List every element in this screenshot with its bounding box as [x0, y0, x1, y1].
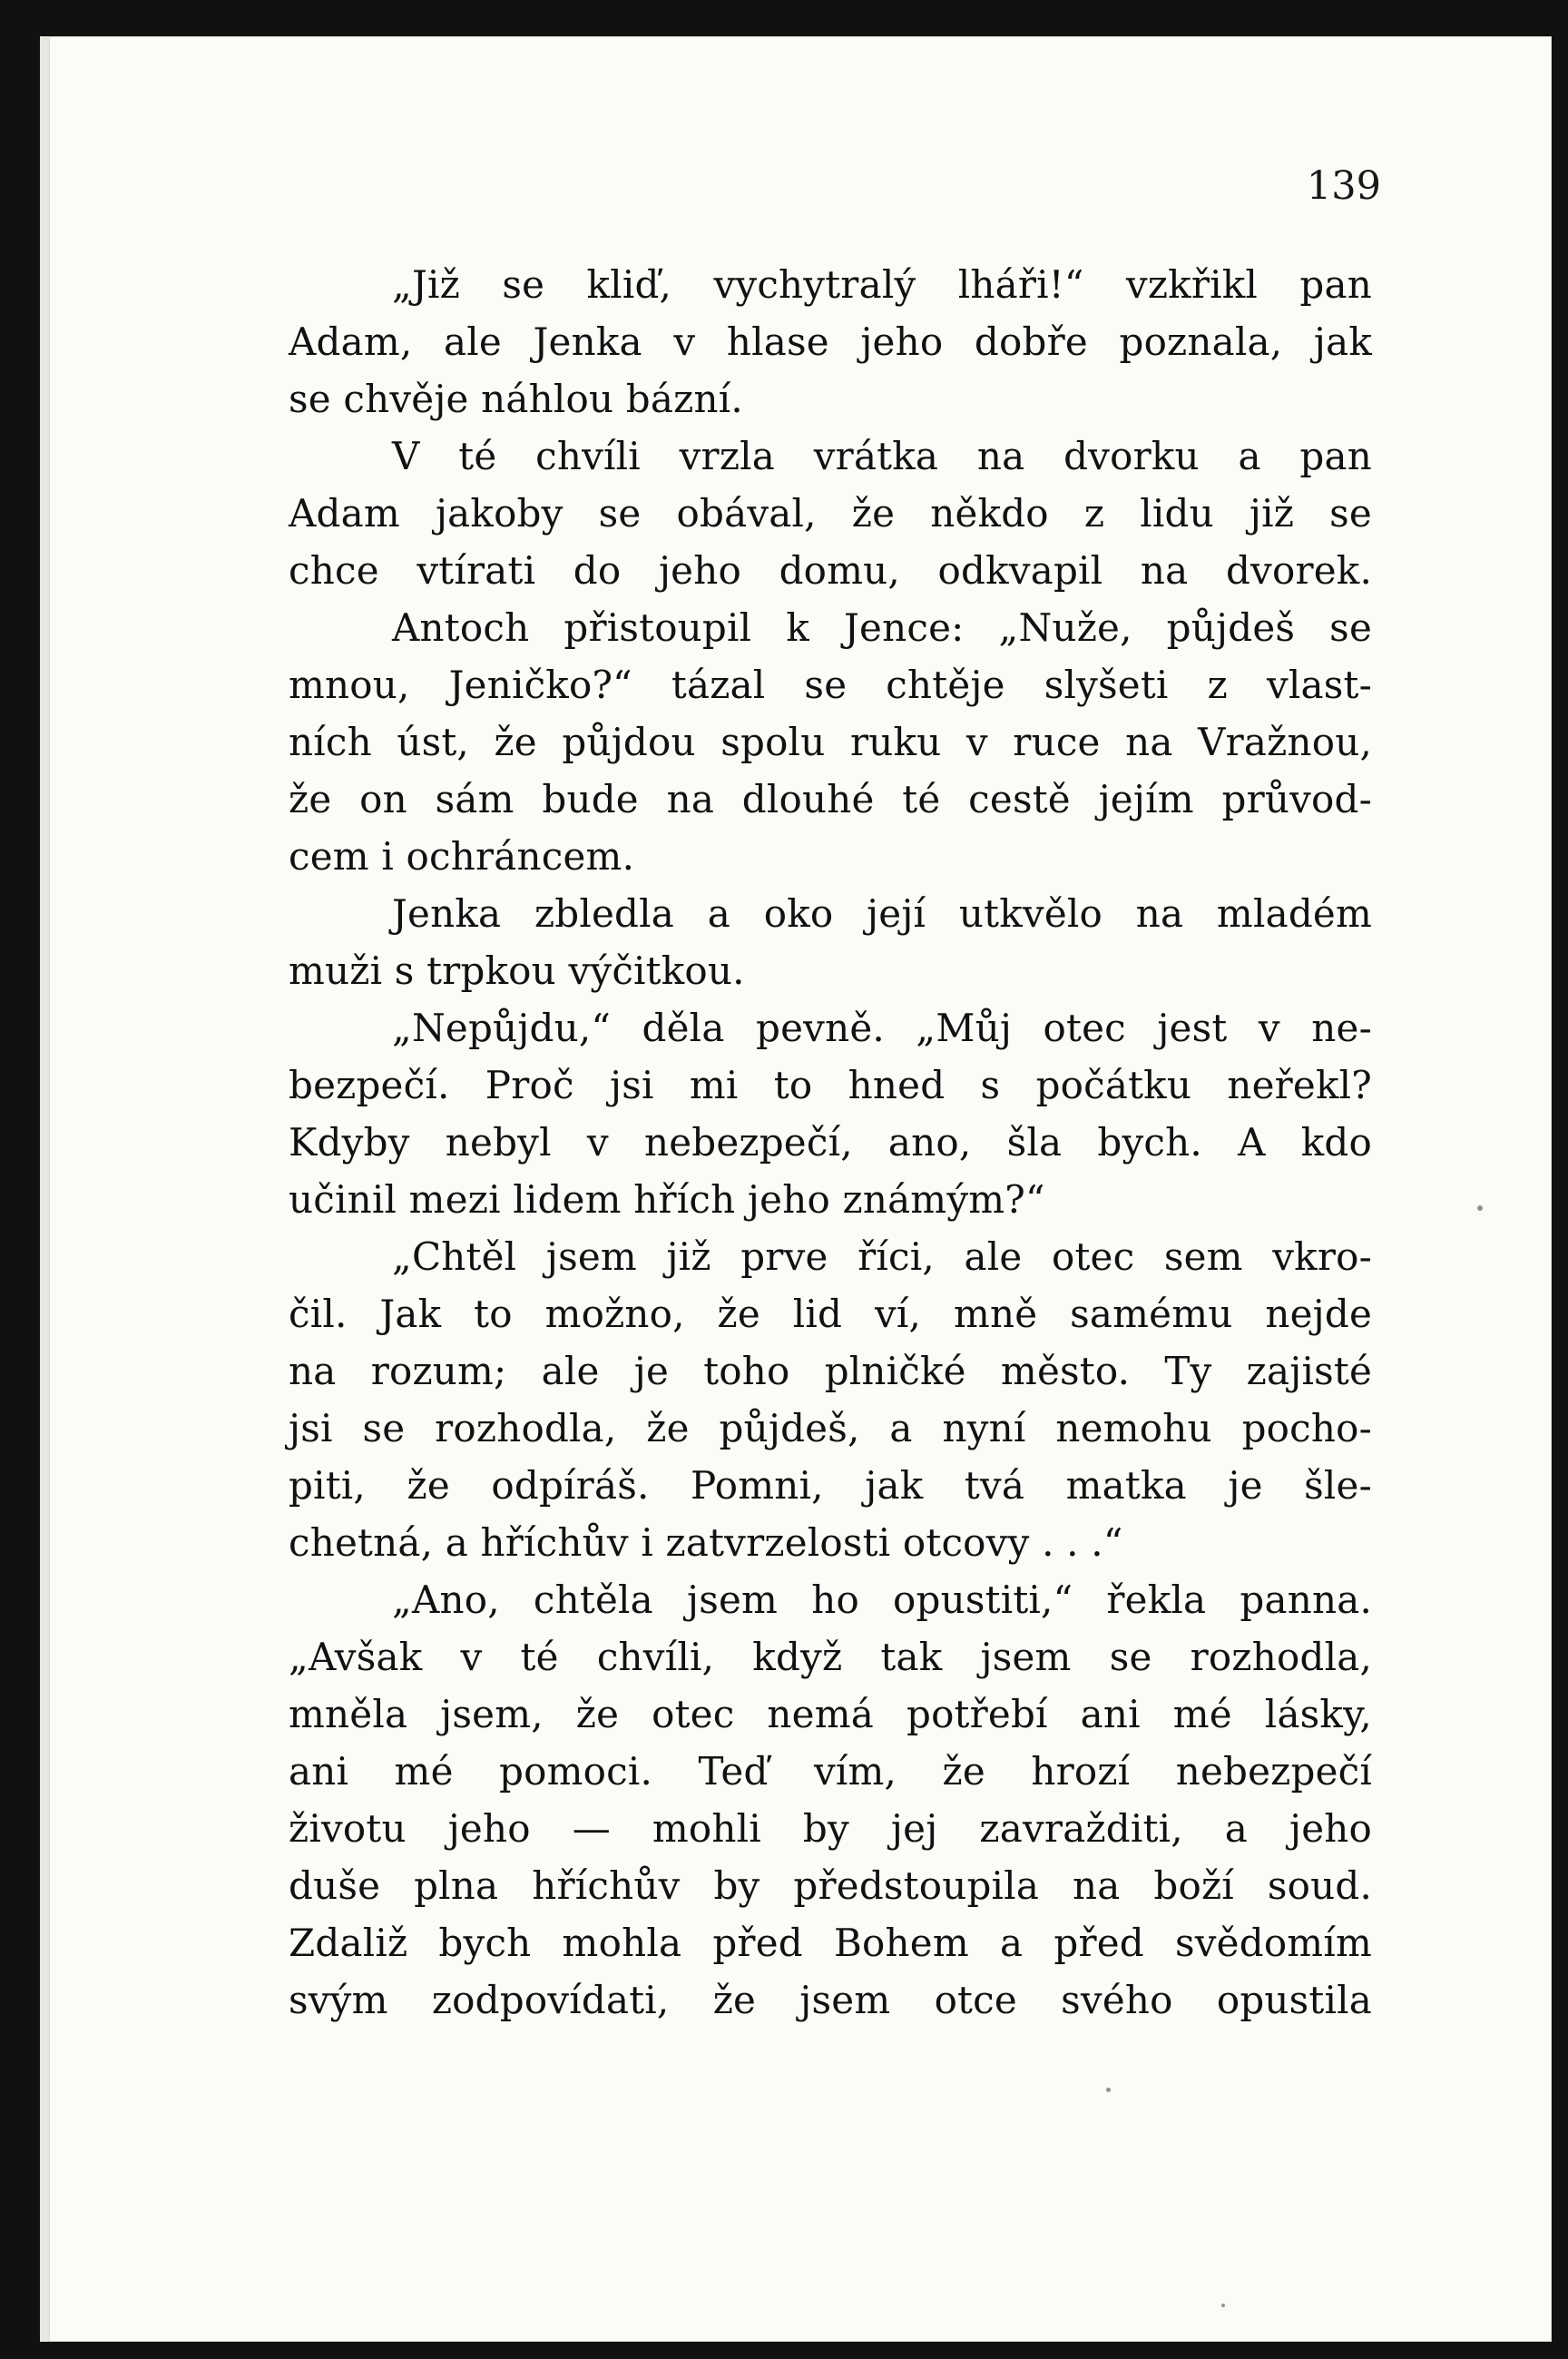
text-line: duše plna hříchův by předstoupila na boží soud.: [289, 1863, 1372, 1908]
text-line: Adam jakoby se obával, že někdo z lidu již se: [289, 491, 1372, 536]
text-line: „Nepůjdu,“ děla pevně. „Můj otec jest v ne-: [392, 1006, 1372, 1050]
text-line: Zdaliž bych mohla před Bohem a před svědomím: [289, 1921, 1372, 1965]
book-page: [40, 36, 1552, 2342]
text-line: se chvěje náhlou bázní.: [289, 377, 743, 421]
text-line: čil. Jak to možno, že lid ví, mně samému nejde: [289, 1292, 1372, 1336]
text-line: muži s trpkou výčitkou.: [289, 949, 745, 993]
text-line: Adam, ale Jenka v hlase jeho dobře poznala, jak: [289, 319, 1372, 364]
text-line: mněla jsem, že otec nemá potřebí ani mé lásky,: [289, 1692, 1372, 1736]
text-line: ních úst, že půjdou spolu ruku v ruce na Vražnou,: [289, 720, 1372, 764]
text-line: Kdyby nebyl v nebezpečí, ano, šla bych. A kdo: [289, 1120, 1372, 1165]
paper-speck: [1106, 2088, 1111, 2092]
text-line: piti, že odpíráš. Pomni, jak tvá matka je šle-: [289, 1463, 1372, 1508]
page-number: 139: [1306, 163, 1381, 209]
text-line: „Chtěl jsem již prve říci, ale otec sem vkro-: [392, 1234, 1372, 1279]
page-text: [289, 256, 1372, 2029]
text-line: jsi se rozhodla, že půjdeš, a nyní nemohu pocho-: [289, 1406, 1372, 1450]
text-line: bezpečí. Proč jsi mi to hned s počátku neřekl?: [289, 1063, 1372, 1107]
text-line: Antoch přistoupil k Jence: „Nuže, půjdeš se: [392, 605, 1372, 650]
text-line: mnou, Jeničko?“ tázal se chtěje slyšeti z vlast-: [289, 663, 1372, 707]
text-line: svým zodpovídati, že jsem otce svého opustila: [289, 1978, 1372, 2022]
text-line: cem i ochráncem.: [289, 834, 635, 879]
text-line: chce vtírati do jeho domu, odkvapil na dvorek.: [289, 548, 1372, 593]
text-line: učinil mezi lidem hřích jeho známým?“: [289, 1177, 1045, 1222]
text-line: že on sám bude na dlouhé té cestě jejím průvod-: [289, 777, 1372, 821]
text-line: „Již se kliď, vychytralý lháři!“ vzkřikl pan: [392, 262, 1372, 307]
text-line: „Avšak v té chvíli, když tak jsem se rozhodla,: [289, 1635, 1372, 1679]
text-line: „Ano, chtěla jsem ho opustiti,“ řekla panna.: [392, 1578, 1372, 1622]
text-line: Jenka zbledla a oko její utkvělo na mladém: [392, 891, 1372, 936]
text-line: životu jeho — mohli by jej zavražditi, a jeho: [289, 1806, 1372, 1851]
text-line: chetná, a hříchův i zatvrzelosti otcovy . . .“: [289, 1520, 1123, 1565]
paper-speck: [1221, 2304, 1225, 2307]
text-line: ani mé pomoci. Teď vím, že hrozí nebezpečí: [289, 1749, 1372, 1794]
text-line: na rozum; ale je toho plničké město. Ty zajisté: [289, 1349, 1372, 1393]
paper-speck: [1477, 1205, 1483, 1211]
text-line: V té chvíli vrzla vrátka na dvorku a pan: [392, 434, 1372, 478]
